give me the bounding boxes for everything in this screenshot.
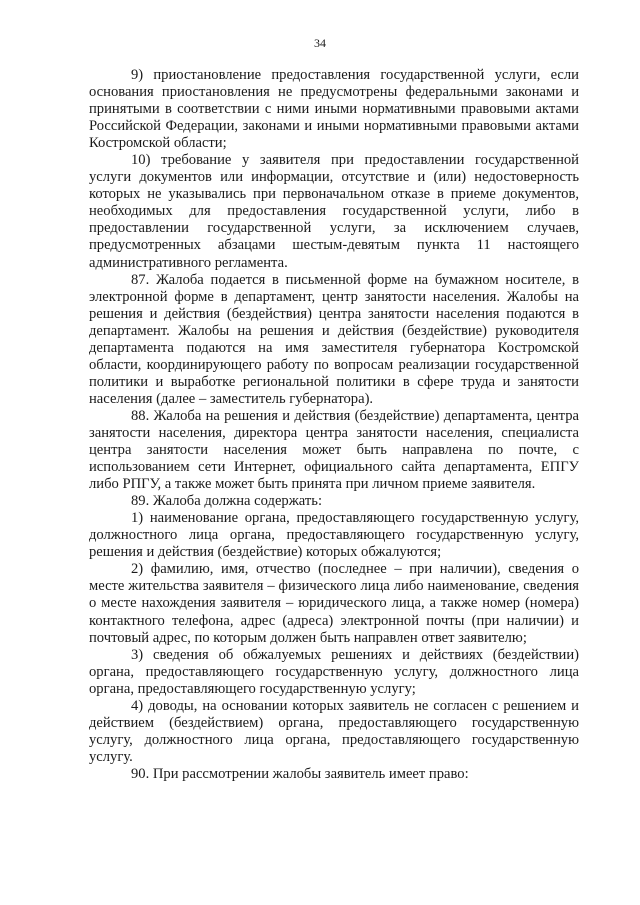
body-text (89, 67, 579, 783)
paragraph-subitem-3: 3) сведения об обжалуемых решениях и действиях (бездействии) органа, предоставляющего государственную услугу, должностного лица органа, предоставляющего государственную услугу; (89, 646, 579, 697)
paragraph-subitem-1: 1) наименование органа, предоставляющего государственную услугу, должностного лица органа, предоставляющего государственную услугу, решения и действия (бездействие) которых обжалуются; (89, 510, 579, 561)
paragraph-subitem-4: 4) доводы, на основании которых заявитель не согласен с решением и действием (бездействием) органа, предоставляющего государственную услугу, должностного лица органа, предоставляющего государственную услугу. (89, 697, 579, 765)
page-number: 34 (314, 36, 326, 50)
paragraph-clause-89: 89. Жалоба должна содержать: (131, 493, 322, 510)
paragraph-clause-88: 88. Жалоба на решения и действия (бездействие) департамента, центра занятости населения, директора центра занятости населения, специалиста центра занятости населения может быть направлена по почте, с использованием сети Интернет, официального сайта департамента, ЕПГУ либо РПГУ, а также может быть принята при личном приеме заявителя. (89, 407, 579, 493)
paragraph-subitem-2: 2) фамилию, имя, отчество (последнее – при наличии), сведения о месте жительства заявителя – физического лица либо наименование, сведения о месте нахождения заявителя – юридического лица, а также номер (номера) контактного телефона, адрес (адреса) электронной почты (при наличии) и почтовый адрес, по которым должен быть направлен ответ заявителю; (89, 561, 579, 646)
paragraph-clause-87: 87. Жалоба подается в письменной форме на бумажном носителе, в электронной форме в департамент, центр занятости населения. Жалобы на решения и действия (бездействия) центра занятости населения подаются в департамент. Жалобы на решения и действия (бездействие) руководителя департамента подаются на имя заместителя губернатора Костромской области, координирующего работу по вопросам реализации государственной политики и выработке региональной политики в сфере труда и занятости населения (далее – заместитель губернатора). (89, 271, 579, 407)
paragraph-clause-90: 90. При рассмотрении жалобы заявитель имеет право: (131, 765, 469, 782)
paragraph-item-10: 10) требование у заявителя при предоставлении государственной услуги документов или информации, отсутствие и (или) недостоверность которых не указывались при первоначальном отказе в приеме документов, необходимых для предоставления государственной услуги, либо в предоставлении государственной услуги, за исключением случаев, предусмотренных абзацами шестым-девятым пункта 11 настоящего административного регламента. (89, 152, 579, 271)
paragraph-item-9: 9) приостановление предоставления государственной услуги, если основания приостановления не предусмотрены федеральными законами и принятыми в соответствии с ними иными нормативными правовыми актами Российской Федерации, законами и иными нормативными правовыми актами Костромской области; (89, 67, 579, 152)
